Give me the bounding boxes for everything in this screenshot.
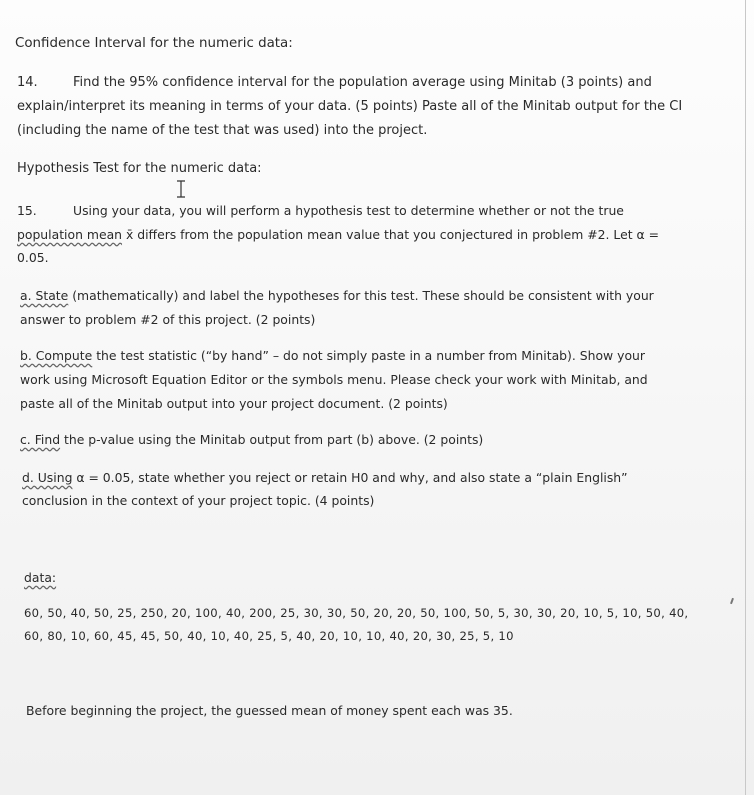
part-a-label: a. State <box>20 288 69 303</box>
q14-text-line1: Find the 95% confidence interval for the population average using Minitab (3 points) and <box>73 75 652 90</box>
part-b-text1: the test statistic (“by hand” – do not simply paste in a number from Minitab). Show your <box>92 348 645 363</box>
part-b-line1 <box>20 348 645 363</box>
data-label-text: data: <box>24 570 57 585</box>
part-b-label: b. Compute <box>20 348 93 363</box>
ht-heading: Hypothesis Test for the numeric data: <box>17 161 262 176</box>
guessed-mean-note: Before beginning the project, the guessed mean of money spent each was 35. <box>26 703 513 718</box>
population-mean-term: population mean <box>17 227 123 242</box>
part-c-text: the p-value using the Minitab output from part (b) above. (2 points) <box>60 432 484 447</box>
part-a-text2: answer to problem #2 of this project. (2 points) <box>20 312 316 327</box>
part-d-text2: conclusion in the context of your project topic. (4 points) <box>22 493 375 508</box>
q15-first-line <box>17 203 624 218</box>
part-a-text1: (mathematically) and label the hypotheses for this test. These should be consistent with your <box>68 288 654 303</box>
q15-number: 15. <box>17 203 37 218</box>
part-d-line1 <box>22 470 628 485</box>
part-b-text3: paste all of the Minitab output into your project document. (2 points) <box>20 396 448 411</box>
q15-text-line1: Using your data, you will perform a hypothesis test to determine whether or not the true <box>73 203 624 218</box>
page-edge-divider <box>745 0 746 795</box>
q14-text-line3: (including the name of the test that was used) into the project. <box>17 123 428 138</box>
q14-number: 14. <box>17 75 38 90</box>
data-values-row1: 60, 50, 40, 50, 25, 250, 20, 100, 40, 200, 25, 30, 30, 50, 20, 20, 50, 100, 50, 5, 30, 30, 20, 10, 5, 10, 50, 40, <box>24 606 689 620</box>
data-label <box>24 570 56 585</box>
data-values-row2: 60, 80, 10, 60, 45, 45, 50, 40, 10, 40, 25, 5, 40, 20, 10, 10, 40, 20, 30, 25, 5, 10 <box>24 629 514 643</box>
part-c-label: c. Find <box>20 432 61 447</box>
part-a-line1 <box>20 288 654 303</box>
q15-text-line3: 0.05. <box>17 250 49 265</box>
q14-text-line2: explain/interpret its meaning in terms of your data. (5 points) Paste all of the Minitab output for the CI <box>17 99 683 114</box>
q15-text-line2 <box>17 227 659 242</box>
part-b-text2: work using Microsoft Equation Editor or the symbols menu. Please check your work with Minitab, and <box>20 372 648 387</box>
stray-mark <box>730 598 734 604</box>
part-d-text1: α = 0.05, state whether you reject or retain H0 and why, and also state a “plain English” <box>72 470 628 485</box>
q14-first-line <box>17 75 652 90</box>
text-cursor-icon <box>176 180 186 198</box>
ci-heading: Confidence Interval for the numeric data: <box>15 36 293 51</box>
q15-text-line2-rest: x̄ differs from the population mean value that you conjectured in problem #2. Let α = <box>122 227 660 242</box>
part-c-line <box>20 432 483 447</box>
part-d-label: d. Using <box>22 470 73 485</box>
